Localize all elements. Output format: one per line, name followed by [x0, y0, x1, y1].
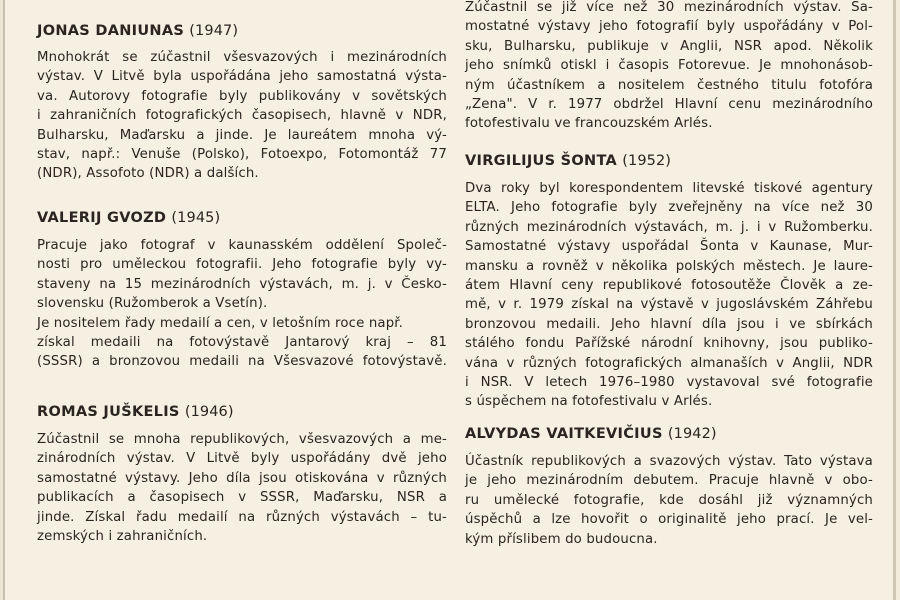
- body-line: získal medaili na fotovýstavě Jantarový kraj – 81: [37, 334, 447, 350]
- body-line: mostatné výstavy jeho fotografií byly uspořádány v Pol-: [465, 19, 873, 35]
- body-line: kým příslibem do budoucna.: [465, 531, 658, 547]
- body-line: Zúčastnil se mnoha republikových, všesvazových a me-: [37, 432, 447, 447]
- body-line: sku, Bulharsku, publikuje v Anglii, NSR apod. Několik: [465, 38, 873, 54]
- body-line: Samostatné výstavy uspořádal Šonta v Kaunase, Mur-: [465, 239, 873, 255]
- entry-heading: [465, 152, 873, 170]
- body-line: ELTA. Jeho fotografie byly zveřejněny na více než 30: [465, 200, 873, 216]
- body-line: různých mezinárodních výstavách, m. j. i v Ružomberku.: [465, 219, 873, 235]
- body-line: úspěchů a lze hovořit o originalitě jeho prací. Je vel-: [465, 512, 873, 528]
- biography-entry: [37, 209, 447, 370]
- body-line: Pracuje jako fotograf v kaunasském oddělení Společ-: [37, 238, 447, 253]
- birth-year: (1945): [171, 210, 221, 226]
- body-line: staveny na 15 mezinárodních výstavách, m. j. v Česko-: [37, 276, 447, 292]
- birth-year: (1952): [622, 153, 672, 169]
- body-line: va. Autorovy fotografie byly publikovány v sovětských: [37, 88, 447, 104]
- entry-body: [465, 179, 873, 412]
- body-line: jeho snímků otiskl i časopis Fotorevue. Je mnohonásob-: [465, 58, 873, 74]
- entry-body: [37, 236, 447, 372]
- body-line: stálého fondu Pařížské národní knihovny, jsou publiko-: [465, 336, 873, 352]
- photographer-name: VIRGILIJUS ŠONTA: [465, 153, 618, 169]
- biography-entry: [37, 403, 447, 544]
- body-line: vána v různých fotografických almanaších v Anglii, NDR: [465, 355, 873, 371]
- biography-entry: [465, 425, 873, 547]
- body-line: bronzovou medaili. Jeho hlavní díla jsou i ve sbírkách: [465, 316, 873, 332]
- body-line: slovensku (Ružomberok a Vsetín).: [37, 296, 268, 312]
- body-line: (SSSR) a bronzovou medaili na Všesvazové fotovýstavě.: [37, 354, 447, 370]
- entry-body: [465, 0, 873, 134]
- entry-heading: [37, 22, 447, 40]
- body-line: (NDR), Assofoto (NDR) a dalších.: [37, 166, 259, 182]
- body-line: publikacích a časopisech v SSSR, Maďarsku, NSR a: [37, 490, 447, 506]
- entry-body: [37, 48, 447, 184]
- body-line: samostatné výstavy. Jeho díla jsou otiskována v různých: [37, 470, 447, 486]
- biography-entry: [465, 152, 873, 410]
- body-line: i NSR. V letech 1976–1980 vystavoval své fotografie: [465, 374, 873, 390]
- entry-heading: [37, 403, 447, 421]
- body-line: mansku a rovněž v několika polských městech. Je laure-: [465, 258, 873, 274]
- body-line: Mnohokrát se zúčastnil všesvazových i mezinárodních: [37, 50, 447, 65]
- photographer-name: VALERIJ GVOZD: [37, 210, 167, 226]
- entry-body: [37, 430, 447, 546]
- body-line: Je nositelem řady medailí a cen, v letošním roce např.: [37, 315, 404, 331]
- body-line: stav, např.: Venuše (Polsko), Fotoexpo, Fotomontáž 77: [37, 146, 447, 162]
- body-line: Účastník republikových a svazových výstav. Tato výstava: [465, 454, 873, 469]
- body-line: Zúčastnil se již více než 30 mezinárodních výstav. Sa-: [465, 0, 873, 15]
- body-line: Bulharsku, Maďarsku a jinde. Je laureátem mnoha vý-: [37, 127, 447, 143]
- page-edge-left: [3, 0, 5, 600]
- body-line: mě, v r. 1979 získal na výstavě v jugoslávském Záhřebu: [465, 297, 873, 313]
- body-line: jinde. Získal řadu medailí na různých výstavách – tu-: [37, 509, 447, 525]
- photographer-name: ALVYDAS VAITKEVIČIUS: [465, 426, 663, 442]
- birth-year: (1947): [189, 23, 239, 39]
- photographer-name: ROMAS JUŠKELIS: [37, 404, 180, 420]
- body-line: „Zena". V r. 1977 obdržel Hlavní cenu mezinárodního: [465, 96, 873, 112]
- entry-heading: [37, 209, 447, 227]
- body-line: fotofestivalu ve francouzském Arlés.: [465, 116, 713, 132]
- page-margin-right: [896, 0, 900, 600]
- body-line: átem Hlavní ceny republikové fotosoutěže Člověk a ze-: [465, 277, 873, 293]
- body-line: je jeho mezinárodním debutem. Pracuje hlavně v obo-: [465, 473, 873, 489]
- body-line: i zahraničních fotografických časopisech, hlavně v NDR,: [37, 108, 447, 124]
- biography-entry: [37, 22, 447, 182]
- body-line: ným účastníkem a nositelem čestného titulu fotofóra: [465, 77, 873, 93]
- entry-body: [465, 452, 873, 549]
- body-line: zemských i zahraničních.: [37, 528, 208, 544]
- body-line: s úspěchem na fotofestivalu v Arlés.: [465, 394, 713, 410]
- birth-year: (1942): [667, 426, 717, 442]
- body-line: nosti pro uměleckou fotografii. Jeho fotografie byly vy-: [37, 257, 447, 273]
- entry-heading: [465, 425, 873, 443]
- photographer-name: JONAS DANIUNAS: [37, 23, 185, 39]
- body-line: zinárodních výstav. V Litvě byly uspořádány dvě jeho: [37, 451, 447, 467]
- body-line: ru umělecké fotografie, kde dosáhl již významných: [465, 492, 873, 508]
- body-line: výstav. V Litvě byla uspořádána jeho samostatná výsta-: [37, 69, 447, 85]
- birth-year: (1946): [184, 404, 234, 420]
- body-line: Dva roky byl korespondentem litevské tiskové agentury: [465, 181, 873, 196]
